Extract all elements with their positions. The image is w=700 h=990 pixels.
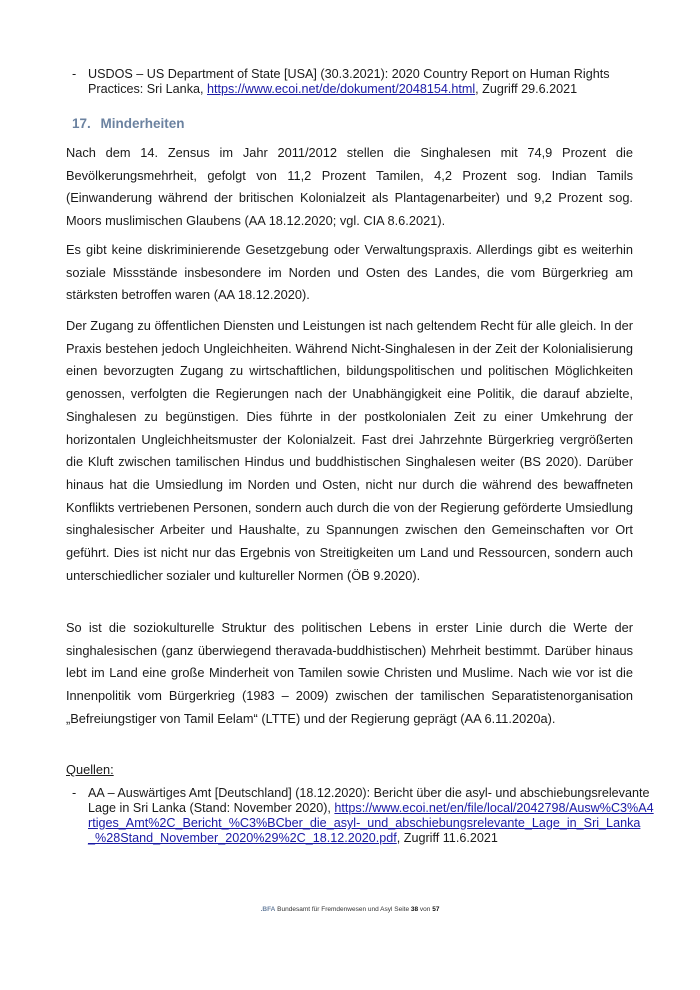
section-number: 17. <box>72 116 91 131</box>
footer-of: von <box>418 906 433 913</box>
source-link[interactable]: https://www.ecoi.net/en/file/local/2042798/Ausw%C3%A4rtiges_Amt%2C_Bericht_%C3%BCber_die_asyl-_und_abschiebungsrelevante_Lage_in_Sri_Lanka_%28Stand_November_2020%29%2C_18.12.2020.pdf <box>88 801 654 845</box>
source-text: USDOS – US Department of State [USA] (30.3.2021): 2020 Country Report on Human Rights Practices: Sri Lanka, <box>88 67 610 96</box>
section-title: Minderheiten <box>100 116 185 131</box>
current-page: 38 <box>410 906 419 913</box>
source-item <box>66 67 655 97</box>
paragraph: Nach dem 14. Zensus im Jahr 2011/2012 stellen die Singhalesen mit 74,9 Prozent die Bevölkerungsmehrheit, gefolgt von 11,2 Prozent Tamilen, 4,2 Prozent sog. Indian Tamils (Einwanderung während der britischen Kolonialzeit als Plantagenarbeiter) und 9,2 Prozent sog. Moors muslimischen Glaubens (AA 18.12.2020; vgl. CIA 8.6.2021). <box>66 145 633 229</box>
section-heading <box>72 116 185 131</box>
sources-label: Quellen: <box>66 762 114 777</box>
source-access-date: , Zugriff 11.6.2021 <box>396 831 498 845</box>
paragraph: Der Zugang zu öffentlichen Diensten und Leistungen ist nach geltendem Recht für alle gleich. In der Praxis bestehen jedoch Ungleichheiten. Während Nicht-Singhalesen in der Zeit der Kolonialisierung einen bevorzugten Zugang zu wirtschaftlichen, bildungspolitischen und politischen Möglichkeiten genossen, verfolgten die Regierungen nach der Unabhängigkeit eine Politik, die darauf abzielte, Singhalesen zu begünstigen. Dies führte in der postkolonialen Zeit zu einer Umkehrung der horizontalen Ungleichheitsmuster der Kolonialzeit. Fast drei Jahrzehnte Bürgerkrieg vergrößerten die Kluft zwischen tamilischen Hindus und buddhistischen Singhalesen weiter (BS 2020). Darüber hinaus hat die Umsiedlung im Norden und Osten, nicht nur durch die während des bewaffneten Konflikts vertriebenen Personen, sondern auch durch die von der Regierung geförderte Umsiedlung singhalesischer Arbeiter und Haushalte, zu Spannungen zwischen den Gemeinschaften vor Ort geführt. Dies ist nicht nur das Ergebnis von Streitigkeiten um Land und Ressourcen, sondern auch unterschiedlicher sozialer und kultureller Normen (ÖB 9.2020). <box>66 318 633 583</box>
paragraph: So ist die soziokulturelle Struktur des politischen Lebens in erster Linie durch die Werte der singhalesischen (ganz überwiegend theravada-buddhistischen) Mehrheit bestimmt. Darüber hinaus lebt im Land eine große Minderheit von Tamilen sowie Christen und Muslime. Nach wie vor ist die Innenpolitik vom Bürgerkrieg (1983 – 2009) zwischen der tamilischen Separatistenorganisation „Befreiungstiger von Tamil Eelam“ (LTTE) und der Regierung geprägt (AA 6.11.2020a). <box>66 620 633 726</box>
source-item <box>66 786 655 846</box>
list-dash: - <box>72 786 77 800</box>
source-text: AA – Auswärtiges Amt [Deutschland] (18.12.2020): Bericht über die asyl- und abschiebungsrelevante Lage in Sri Lanka (Stand: November 2020), <box>88 786 650 815</box>
bfa-logo: .BFA <box>260 906 276 913</box>
footer-org: Bundesamt für Fremdenwesen und Asyl Seite <box>275 906 411 913</box>
paragraph: Es gibt keine diskriminierende Gesetzgebung oder Verwaltungspraxis. Allerdings gibt es weiterhin soziale Missstände insbesondere im Norden und Osten des Landes, die vom Bürgerkrieg am stärksten betroffen waren (AA 18.12.2020). <box>66 242 633 303</box>
list-dash: - <box>72 67 77 81</box>
page-footer <box>0 906 700 913</box>
source-access-date: , Zugriff 29.6.2021 <box>475 82 578 96</box>
source-link[interactable]: https://www.ecoi.net/de/dokument/2048154.html <box>207 82 476 96</box>
total-pages: 57 <box>432 906 440 913</box>
